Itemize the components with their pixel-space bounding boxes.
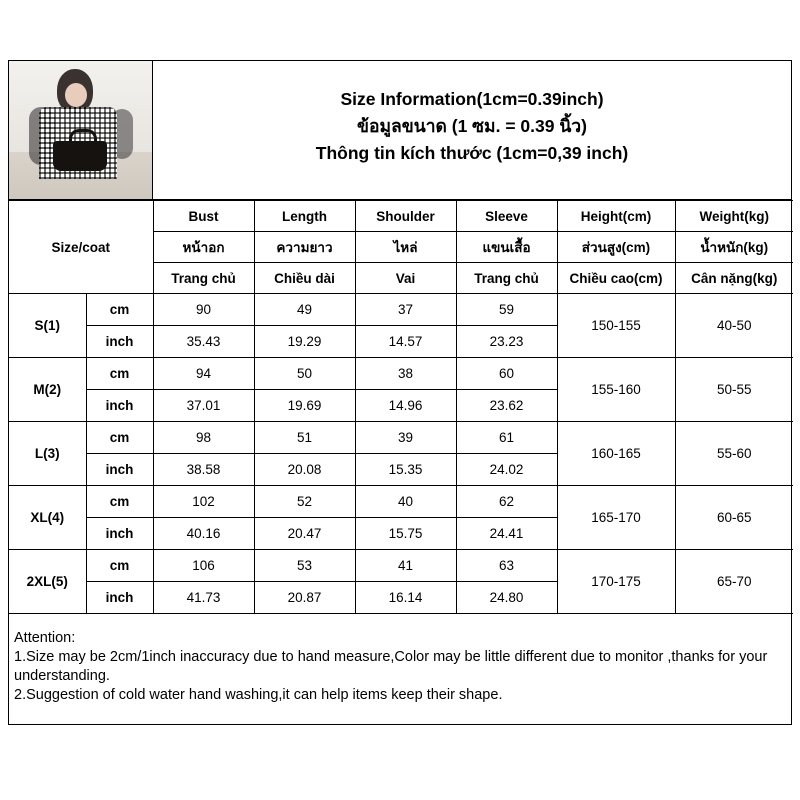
cell-weight: 65-70 — [675, 550, 793, 614]
cell-length-cm: 53 — [254, 550, 355, 582]
col-sleeve-en: Sleeve — [456, 201, 557, 232]
cell-sleeve-inch: 24.80 — [456, 582, 557, 614]
cell-bust-inch: 37.01 — [153, 390, 254, 422]
col-weight-th: น้ำหนัก(kg) — [675, 232, 793, 263]
cell-shoulder-cm: 38 — [355, 358, 456, 390]
col-sleeve-vi: Trang chủ — [456, 263, 557, 294]
chart-header — [9, 61, 791, 200]
cell-bust-inch: 35.43 — [153, 326, 254, 358]
row-unit-inch: inch — [86, 582, 153, 614]
table-row — [9, 550, 793, 582]
col-height-vi: Chiều cao(cm) — [557, 263, 675, 294]
table-row — [9, 422, 793, 454]
col-bust-en: Bust — [153, 201, 254, 232]
cell-length-inch: 20.47 — [254, 518, 355, 550]
cell-weight: 50-55 — [675, 358, 793, 422]
row-size-m: M(2) — [9, 358, 86, 422]
cell-length-cm: 50 — [254, 358, 355, 390]
col-length-vi: Chiều dài — [254, 263, 355, 294]
cell-shoulder-inch: 15.75 — [355, 518, 456, 550]
row-size-2xl: 2XL(5) — [9, 550, 86, 614]
cell-shoulder-cm: 37 — [355, 294, 456, 326]
row-unit-cm: cm — [86, 486, 153, 518]
col-weight-en: Weight(kg) — [675, 201, 793, 232]
cell-length-cm: 49 — [254, 294, 355, 326]
cell-bust-cm: 102 — [153, 486, 254, 518]
cell-length-inch: 19.69 — [254, 390, 355, 422]
col-length-th: ความยาว — [254, 232, 355, 263]
row-unit-cm: cm — [86, 358, 153, 390]
cell-shoulder-inch: 14.57 — [355, 326, 456, 358]
cell-length-inch: 19.29 — [254, 326, 355, 358]
cell-height: 170-175 — [557, 550, 675, 614]
table-row — [9, 486, 793, 518]
cell-bust-cm: 98 — [153, 422, 254, 454]
size-coat-label: Size/coat — [9, 201, 153, 294]
cell-sleeve-inch: 23.23 — [456, 326, 557, 358]
cell-shoulder-cm: 41 — [355, 550, 456, 582]
col-shoulder-en: Shoulder — [355, 201, 456, 232]
cell-weight: 40-50 — [675, 294, 793, 358]
row-size-s: S(1) — [9, 294, 86, 358]
row-size-l: L(3) — [9, 422, 86, 486]
col-shoulder-th: ไหล่ — [355, 232, 456, 263]
title-vietnamese: Thông tin kích thước (1cm=0,39 inch) — [315, 142, 629, 163]
attention-block — [8, 625, 792, 706]
attention-line-1: 1.Size may be 2cm/1inch inaccuracy due to hand measure,Color may be little different due to monitor ,thanks for your understanding. — [14, 649, 768, 685]
cell-weight: 55-60 — [675, 422, 793, 486]
cell-height: 165-170 — [557, 486, 675, 550]
cell-sleeve-inch: 24.02 — [456, 454, 557, 486]
cell-sleeve-cm: 60 — [456, 358, 557, 390]
title-english: Size Information(1cm=0.39inch) — [340, 89, 604, 110]
cell-length-inch: 20.08 — [254, 454, 355, 486]
cell-length-inch: 20.87 — [254, 582, 355, 614]
cell-shoulder-cm: 39 — [355, 422, 456, 454]
cell-shoulder-inch: 16.14 — [355, 582, 456, 614]
model-figure — [27, 67, 135, 199]
cell-height: 160-165 — [557, 422, 675, 486]
cell-bust-inch: 40.16 — [153, 518, 254, 550]
cell-sleeve-inch: 24.41 — [456, 518, 557, 550]
cell-shoulder-inch: 15.35 — [355, 454, 456, 486]
row-unit-cm: cm — [86, 294, 153, 326]
col-length-en: Length — [254, 201, 355, 232]
cell-bust-cm: 90 — [153, 294, 254, 326]
cell-sleeve-cm: 59 — [456, 294, 557, 326]
row-unit-inch: inch — [86, 326, 153, 358]
cell-length-cm: 52 — [254, 486, 355, 518]
title-cell — [153, 61, 791, 199]
col-sleeve-th: แขนเสื้อ — [456, 232, 557, 263]
row-unit-cm: cm — [86, 550, 153, 582]
cell-height: 150-155 — [557, 294, 675, 358]
row-size-xl: XL(4) — [9, 486, 86, 550]
col-height-en: Height(cm) — [557, 201, 675, 232]
handbag — [53, 141, 107, 171]
table-row — [9, 358, 793, 390]
row-unit-inch: inch — [86, 518, 153, 550]
cell-bust-inch: 38.58 — [153, 454, 254, 486]
cell-shoulder-inch: 14.96 — [355, 390, 456, 422]
table-row — [9, 294, 793, 326]
cell-sleeve-cm: 62 — [456, 486, 557, 518]
cell-sleeve-inch: 23.62 — [456, 390, 557, 422]
col-shoulder-vi: Vai — [355, 263, 456, 294]
cell-shoulder-cm: 40 — [355, 486, 456, 518]
header-row-english — [9, 201, 793, 232]
attention-line-2: 2.Suggestion of cold water hand washing,it can help items keep their shape. — [14, 687, 503, 704]
cell-sleeve-cm: 61 — [456, 422, 557, 454]
cell-bust-cm: 94 — [153, 358, 254, 390]
col-weight-vi: Cân nặng(kg) — [675, 263, 793, 294]
col-bust-vi: Trang chủ — [153, 263, 254, 294]
col-height-th: ส่วนสูง(cm) — [557, 232, 675, 263]
row-unit-inch: inch — [86, 390, 153, 422]
cell-bust-inch: 41.73 — [153, 582, 254, 614]
product-photo-cell — [9, 61, 153, 199]
size-table — [9, 200, 793, 614]
cell-length-cm: 51 — [254, 422, 355, 454]
title-thai: ข้อมูลขนาด (1 ซม. = 0.39 นิ้ว) — [357, 116, 587, 137]
cell-height: 155-160 — [557, 358, 675, 422]
product-photo — [9, 61, 152, 199]
cell-sleeve-cm: 63 — [456, 550, 557, 582]
cell-weight: 60-65 — [675, 486, 793, 550]
cell-bust-cm: 106 — [153, 550, 254, 582]
row-unit-inch: inch — [86, 454, 153, 486]
row-unit-cm: cm — [86, 422, 153, 454]
col-bust-th: หน้าอก — [153, 232, 254, 263]
attention-heading: Attention: — [14, 630, 76, 646]
model-face — [65, 83, 87, 107]
